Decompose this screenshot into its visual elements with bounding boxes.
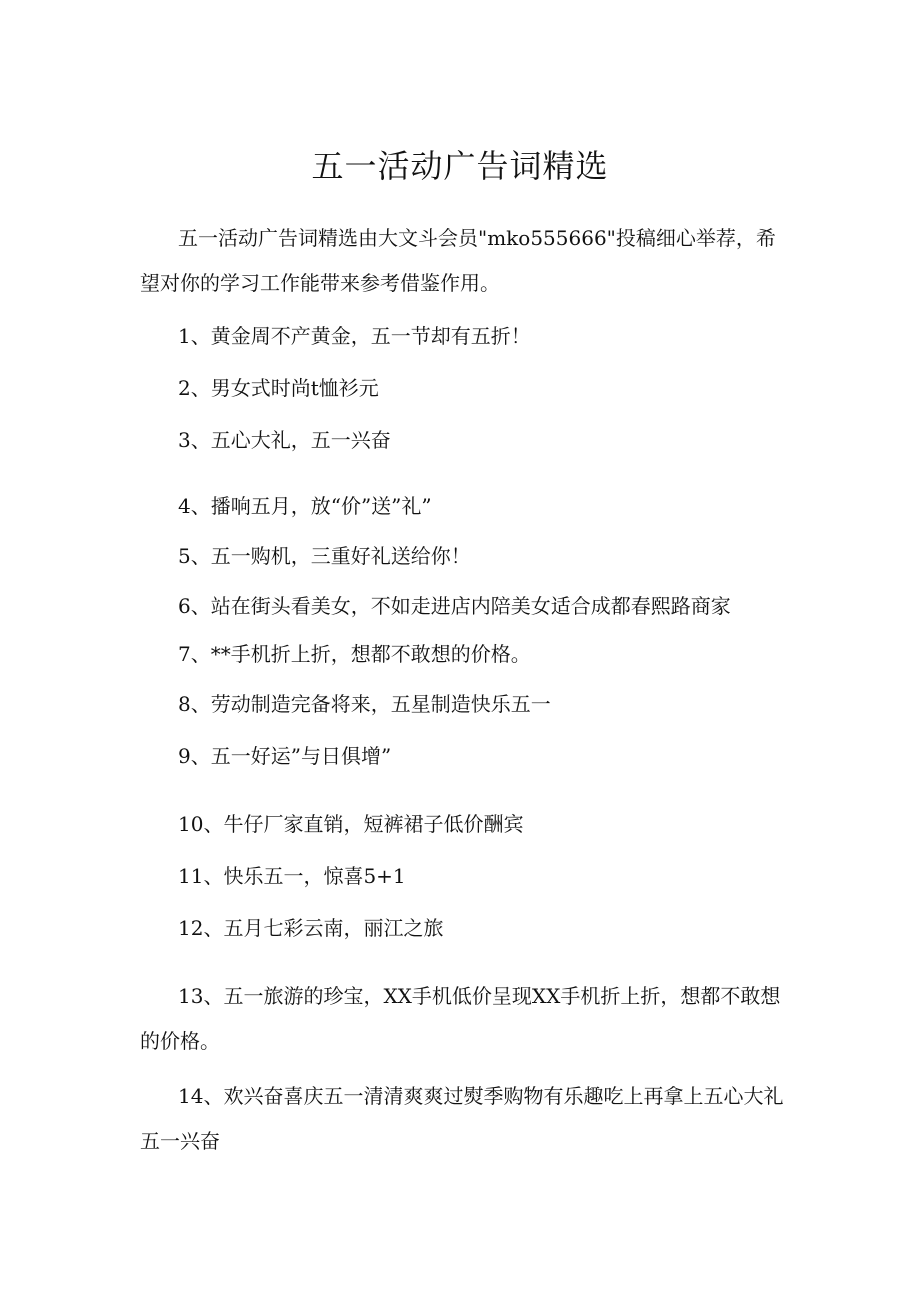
list-item-8: 8、劳动制造完备将来，五星制造快乐五一 — [178, 692, 551, 716]
list-item-5: 5、五一购机，三重好礼送给你！ — [178, 544, 471, 568]
list-item-1: 1、黄金周不产黄金，五一节却有五折！ — [178, 324, 531, 348]
list-item-13: 13、五一旅游的珍宝，XX手机低价呈现XX手机折上折，想都不敢想的价格。 — [140, 984, 781, 1053]
list-item-6: 6、站在街头看美女，不如走进店内陪美女适合成都春熙路商家 — [178, 594, 731, 618]
list-item-2: 2、男女式时尚t恤衫元 — [178, 376, 379, 400]
list-item-11: 11、快乐五一，惊喜5+1 — [178, 864, 406, 888]
list-item-7: 7、**手机折上折，想都不敢想的价格。 — [178, 642, 531, 666]
intro-paragraph: 五一活动广告词精选由大文斗会员"mko555666"投稿细心举荐，希望对你的学习工作能带来参考借鉴作用。 — [140, 226, 776, 295]
list-item-14: 14、欢兴奋喜庆五一清清爽爽过熨季购物有乐趣吃上再拿上五心大礼五一兴奋 — [140, 1084, 784, 1153]
list-item-10: 10、牛仔厂家直销，短裤裙子低价酬宾 — [178, 812, 524, 836]
list-item-3: 3、五心大礼，五一兴奋 — [178, 428, 391, 452]
document-title: 五一活动广告词精选 — [311, 147, 609, 185]
list-item-9: 9、五一好运”与日俱增” — [178, 744, 392, 768]
list-item-4: 4、播响五月，放“价”送”礼” — [178, 494, 432, 518]
list-item-12: 12、五月七彩云南，丽江之旅 — [178, 916, 444, 940]
